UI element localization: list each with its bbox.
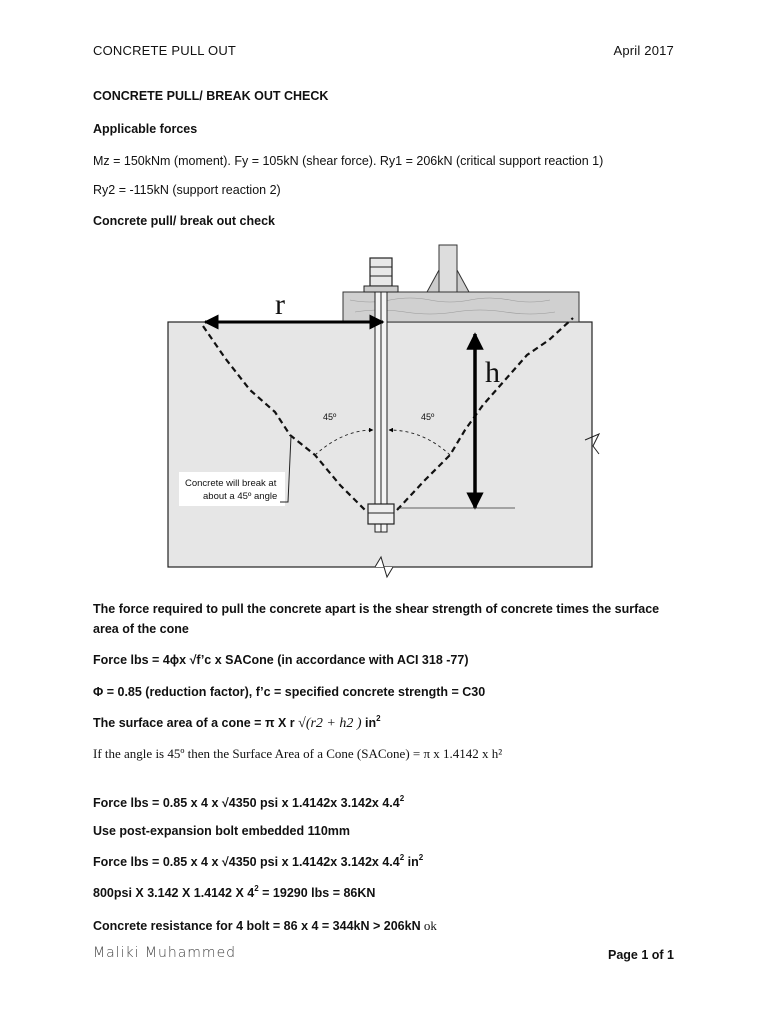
force-calc-1-text: Force lbs = 0.85 x 4 x √4350 psi x 1.4142x 3.142x 4.4 xyxy=(93,796,400,810)
resistance-text: Concrete resistance for 4 bolt = 86 x 4 = 344kN > 206kN xyxy=(93,919,421,933)
diagram-svg xyxy=(165,240,600,585)
force-calc-2-unit: in xyxy=(404,855,419,869)
paragraph-1-line-1: The force required to pull the concrete apart is the shear strength of concrete times the surface xyxy=(93,602,660,616)
callout-line-2: about a 45º angle xyxy=(203,491,278,502)
result-sup: 2 xyxy=(254,884,259,893)
pullout-cone-diagram xyxy=(165,240,600,585)
column-web xyxy=(439,245,457,292)
bolt-line: Use post-expansion bolt embedded 110mm xyxy=(93,824,351,838)
phi-line: Φ = 0.85 (reduction factor), f’c = specified concrete strength = C30 xyxy=(93,685,486,699)
label-h: h xyxy=(485,356,500,389)
angle-statement: If the angle is 45º then the Surface Area of a Cone (SACone) = π x 1.4142 x h² xyxy=(93,746,503,761)
paragraph-1-line-2: area of the cone xyxy=(93,622,189,636)
forces-line-2: Ry2 = -115kN (support reaction 2) xyxy=(93,183,281,197)
force-calc-2-sup: 2 xyxy=(399,853,405,862)
force-calc-2-unit-sup: 2 xyxy=(418,853,424,862)
force-calc-2 xyxy=(93,855,423,869)
force-calc-1-sup: 2 xyxy=(399,794,405,803)
cone-area-line xyxy=(93,716,381,732)
resistance-line xyxy=(93,918,437,934)
forces-line-1: Mz = 150kNm (moment). Fy = 105kN (shear force). Ry1 = 206kN (critical support reaction 1) xyxy=(93,154,604,168)
label-r: r xyxy=(275,288,285,321)
callout-line-1: Concrete will break at xyxy=(185,478,277,489)
angle-label-left: 45º xyxy=(323,412,337,422)
cone-area-unit: in xyxy=(361,716,377,730)
force-calc-1 xyxy=(93,796,404,810)
cone-area-math: √(r2 + h2 ) xyxy=(298,716,362,731)
footer-page-number: Page 1 of 1 xyxy=(608,948,674,962)
header-title: CONCRETE PULL OUT xyxy=(93,43,237,58)
result-suffix: = 19290 lbs = 86KN xyxy=(258,886,376,900)
force-formula: Force lbs = 4ϕx √f’c x SACone (in accordance with ACI 318 -77) xyxy=(93,653,469,667)
resistance-ok: ok xyxy=(420,918,437,933)
cone-area-prefix: The surface area of a cone = π X r xyxy=(93,716,299,730)
applicable-forces-heading: Applicable forces xyxy=(93,122,198,136)
check-heading: Concrete pull/ break out check xyxy=(93,214,275,228)
angle-label-right: 45º xyxy=(421,412,435,422)
force-calc-2-text: Force lbs = 0.85 x 4 x √4350 psi x 1.4142x 3.142x 4.4 xyxy=(93,855,400,869)
result-line xyxy=(93,886,375,900)
footer-author: Maliki Muhammed xyxy=(93,945,237,961)
top-washer xyxy=(364,286,398,292)
result-prefix: 800psi X 3.142 X 1.4142 X 4 xyxy=(93,886,255,900)
top-nut xyxy=(370,258,392,286)
header-date: April 2017 xyxy=(613,43,674,58)
bottom-nut xyxy=(368,504,394,524)
cone-area-sup: 2 xyxy=(376,714,381,723)
document-title: CONCRETE PULL/ BREAK OUT CHECK xyxy=(93,89,329,103)
